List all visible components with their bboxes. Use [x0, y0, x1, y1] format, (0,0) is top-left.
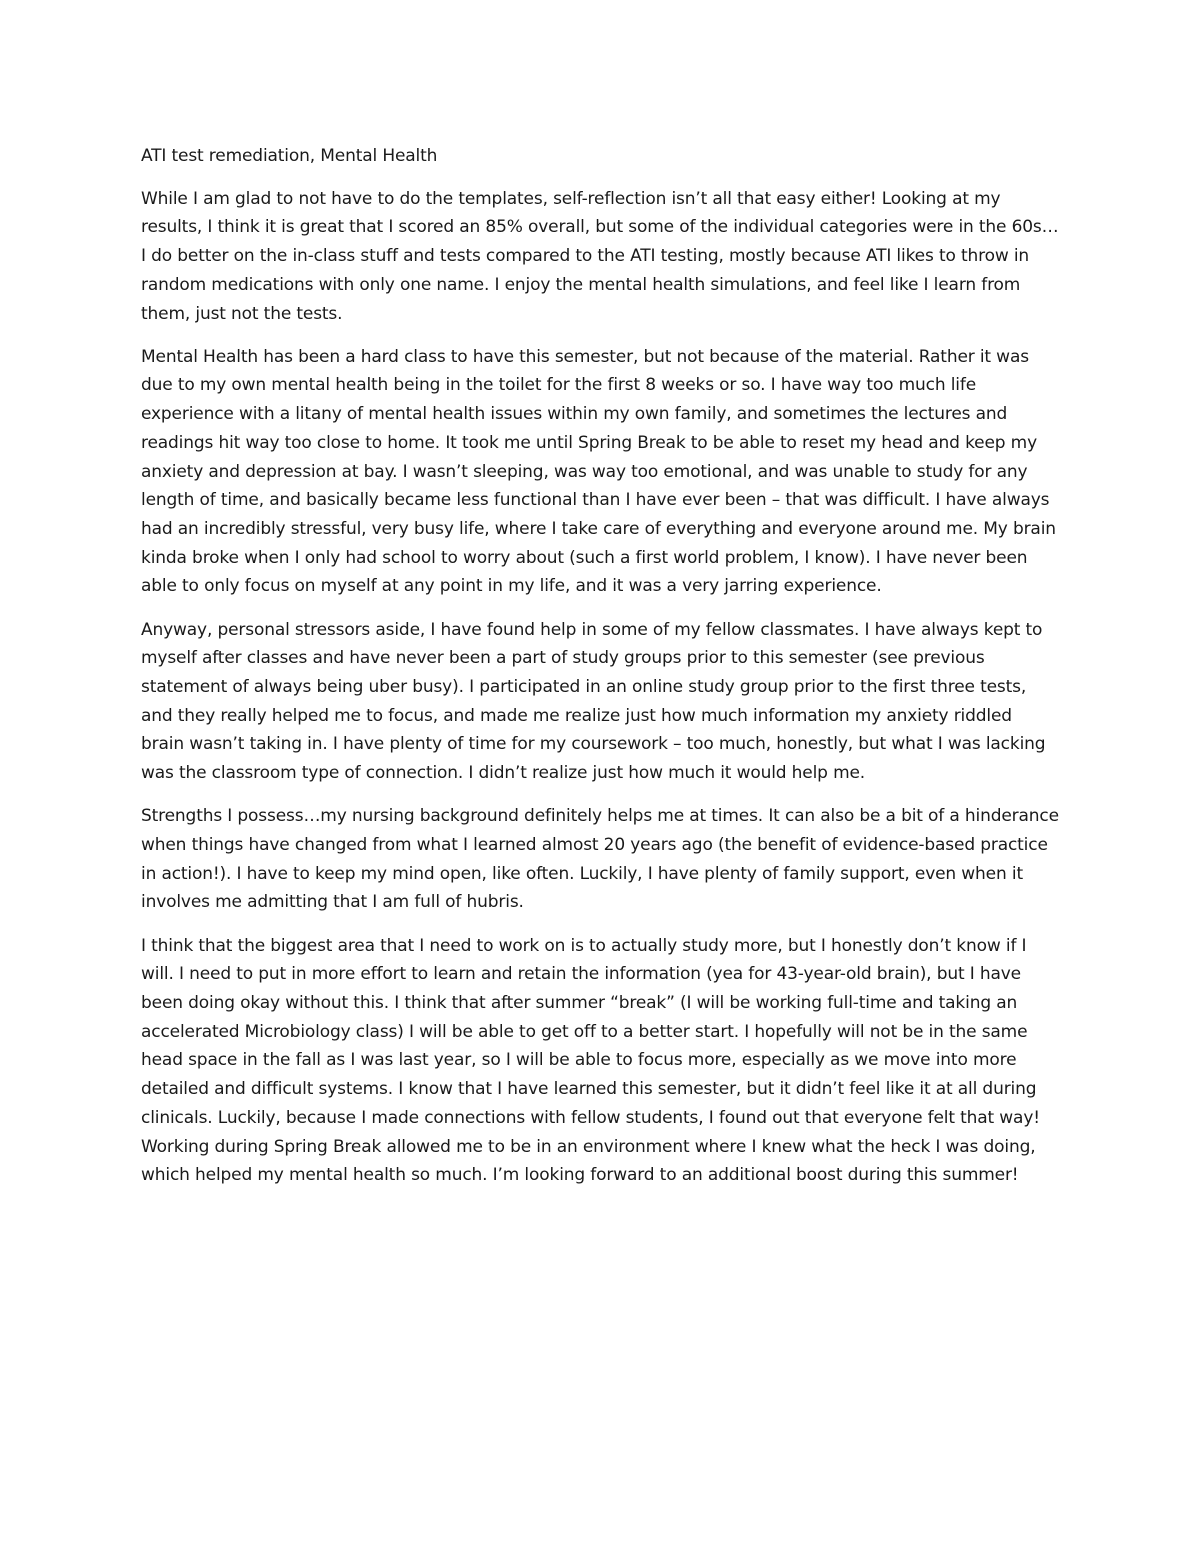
- paragraph-3: Anyway, personal stressors aside, I have found help in some of my fellow classmates. I have always kept to myself after classes and have never been a part of study groups prior to this semester (see previous statement of always being uber busy). I participated in an online study group prior to the first three tests, and they really helped me to focus, and made me realize just how much information my anxiety riddled brain wasn’t taking in. I have plenty of time for my coursework – too much, honestly, but what I was lacking was the classroom type of connection. I didn’t realize just how much it would help me.: [141, 619, 1046, 784]
- paragraph-5: I think that the biggest area that I need to work on is to actually study more, but I honestly don’t know if I will. I need to put in more effort to learn and retain the information (yea for 43-year-old brain), but I have been doing okay without this. I think that after summer “break” (I will be working full-time and taking an accelerated Microbiology class) I will be able to get off to a better start. I hopefully will not be in the same head space in the fall as I was last year, so I will be able to focus more, especially as we move into more detailed and difficult systems. I know that I have learned this semester, but it didn’t feel like it at all during clinicals. Luckily, because I made connections with fellow students, I found out that everyone felt that way! Working during Spring Break allowed me to be in an environment where I knew what the heck I was doing, which helped my mental health so much. I’m looking forward to an additional boost during this summer!: [141, 935, 1040, 1186]
- document-title: ATI test remediation, Mental Health: [141, 146, 438, 166]
- paragraph-1: While I am glad to not have to do the templates, self-reflection isn’t all that easy either! Looking at my results, I think it is great that I scored an 85% overall, but some of the individual categories were in the 60s… I do better on the in-class stuff and tests compared to the ATI testing, mostly because ATI likes to throw in random medications with only one name. I enjoy the mental health simulations, and feel like I learn from them, just not the tests.: [141, 188, 1059, 324]
- paragraph-4: Strengths I possess…my nursing background definitely helps me at times. It can also be a bit of a hinderance when things have changed from what I learned almost 20 years ago (the benefit of evidence-based practice in action!). I have to keep my mind open, like often. Luckily, I have plenty of family support, even when it involves me admitting that I am full of hubris.: [141, 806, 1059, 913]
- paragraph-2: Mental Health has been a hard class to have this semester, but not because of the material. Rather it was due to my own mental health being in the toilet for the first 8 weeks or so. I have way too much life experience with a litany of mental health issues within my own family, and sometimes the lectures and readings hit way too close to home. It took me until Spring Break to be able to reset my head and keep my anxiety and depression at bay. I wasn’t sleeping, was way too emotional, and was unable to study for any length of time, and basically became less functional than I have ever been – that was difficult. I have always had an incredibly stressful, very busy life, where I take care of everything and everyone around me. My brain kinda broke when I only had school to worry about (such a first world problem, I know). I have never been able to only focus on myself at any point in my life, and it was a very jarring experience.: [141, 346, 1056, 597]
